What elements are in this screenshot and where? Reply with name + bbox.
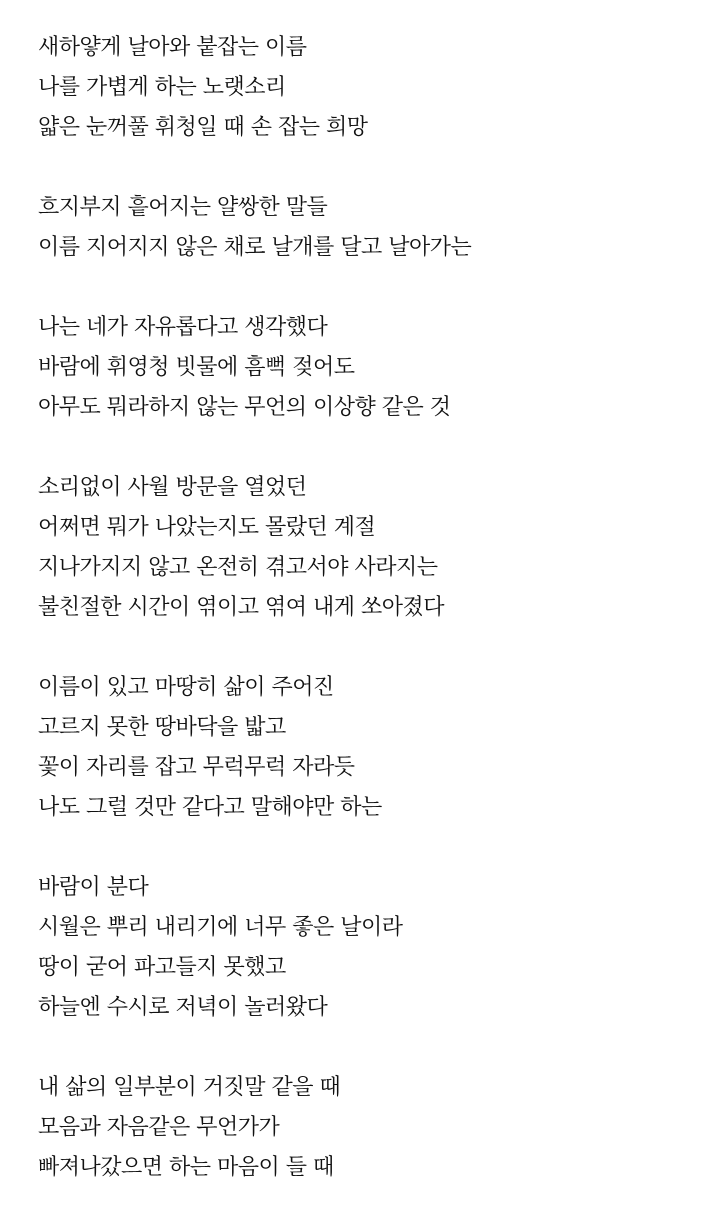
- poem-line: 바람에 휘영청 빗물에 흠뻑 젖어도: [38, 355, 355, 380]
- stanza-6: [38, 868, 708, 1028]
- poem-line: 내 삶의 일부분이 거짓말 같을 때: [38, 1075, 341, 1100]
- stanza-4: [38, 468, 708, 628]
- stanza-2: [38, 188, 708, 268]
- poem-line: 고르지 못한 땅바닥을 밟고: [38, 715, 286, 740]
- poem-line: 나는 네가 자유롭다고 생각했다: [38, 315, 328, 340]
- poem-line: 지나가지지 않고 온전히 겪고서야 사라지는: [38, 555, 438, 580]
- poem-line: 땅이 굳어 파고들지 못했고: [38, 955, 286, 980]
- stanza-7: [38, 1068, 708, 1188]
- poem-line: 이름이 있고 마땅히 삶이 주어진: [38, 675, 334, 700]
- poem-line: 불친절한 시간이 엮이고 엮여 내게 쏘아졌다: [38, 595, 445, 620]
- poem-text: [38, 28, 708, 1228]
- poem-line: 어쩌면 뭐가 나았는지도 몰랐던 계절: [38, 515, 376, 540]
- poem-line: 바람이 분다: [38, 875, 149, 900]
- poem-line: 나도 그럴 것만 같다고 말해야만 하는: [38, 795, 382, 820]
- stanza-1: [38, 28, 708, 148]
- stanza-3: [38, 308, 708, 428]
- poem-line: 나를 가볍게 하는 노랫소리: [38, 75, 286, 100]
- poem-line: 새하얗게 날아와 붙잡는 이름: [38, 35, 307, 60]
- poem-line: 아무도 뭐라하지 않는 무언의 이상향 같은 것: [38, 395, 451, 420]
- poem-line: 흐지부지 흩어지는 얄쌍한 말들: [38, 195, 328, 220]
- stanza-5: [38, 668, 708, 828]
- poem-line: 모음과 자음같은 무언가가: [38, 1115, 280, 1140]
- poem-line: 얇은 눈꺼풀 휘청일 때 손 잡는 희망: [38, 115, 368, 140]
- poem-line: 소리없이 사월 방문을 열었던: [38, 475, 307, 500]
- poem-line: 하늘엔 수시로 저녁이 놀러왔다: [38, 995, 328, 1020]
- poem-line: 이름 지어지지 않은 채로 날개를 달고 날아가는: [38, 235, 472, 260]
- poem-line: 시월은 뿌리 내리기에 너무 좋은 날이라: [38, 915, 403, 940]
- poem-line: 빠져나갔으면 하는 마음이 들 때: [38, 1155, 334, 1180]
- poem-line: 꽃이 자리를 잡고 무럭무럭 자라듯: [38, 755, 355, 780]
